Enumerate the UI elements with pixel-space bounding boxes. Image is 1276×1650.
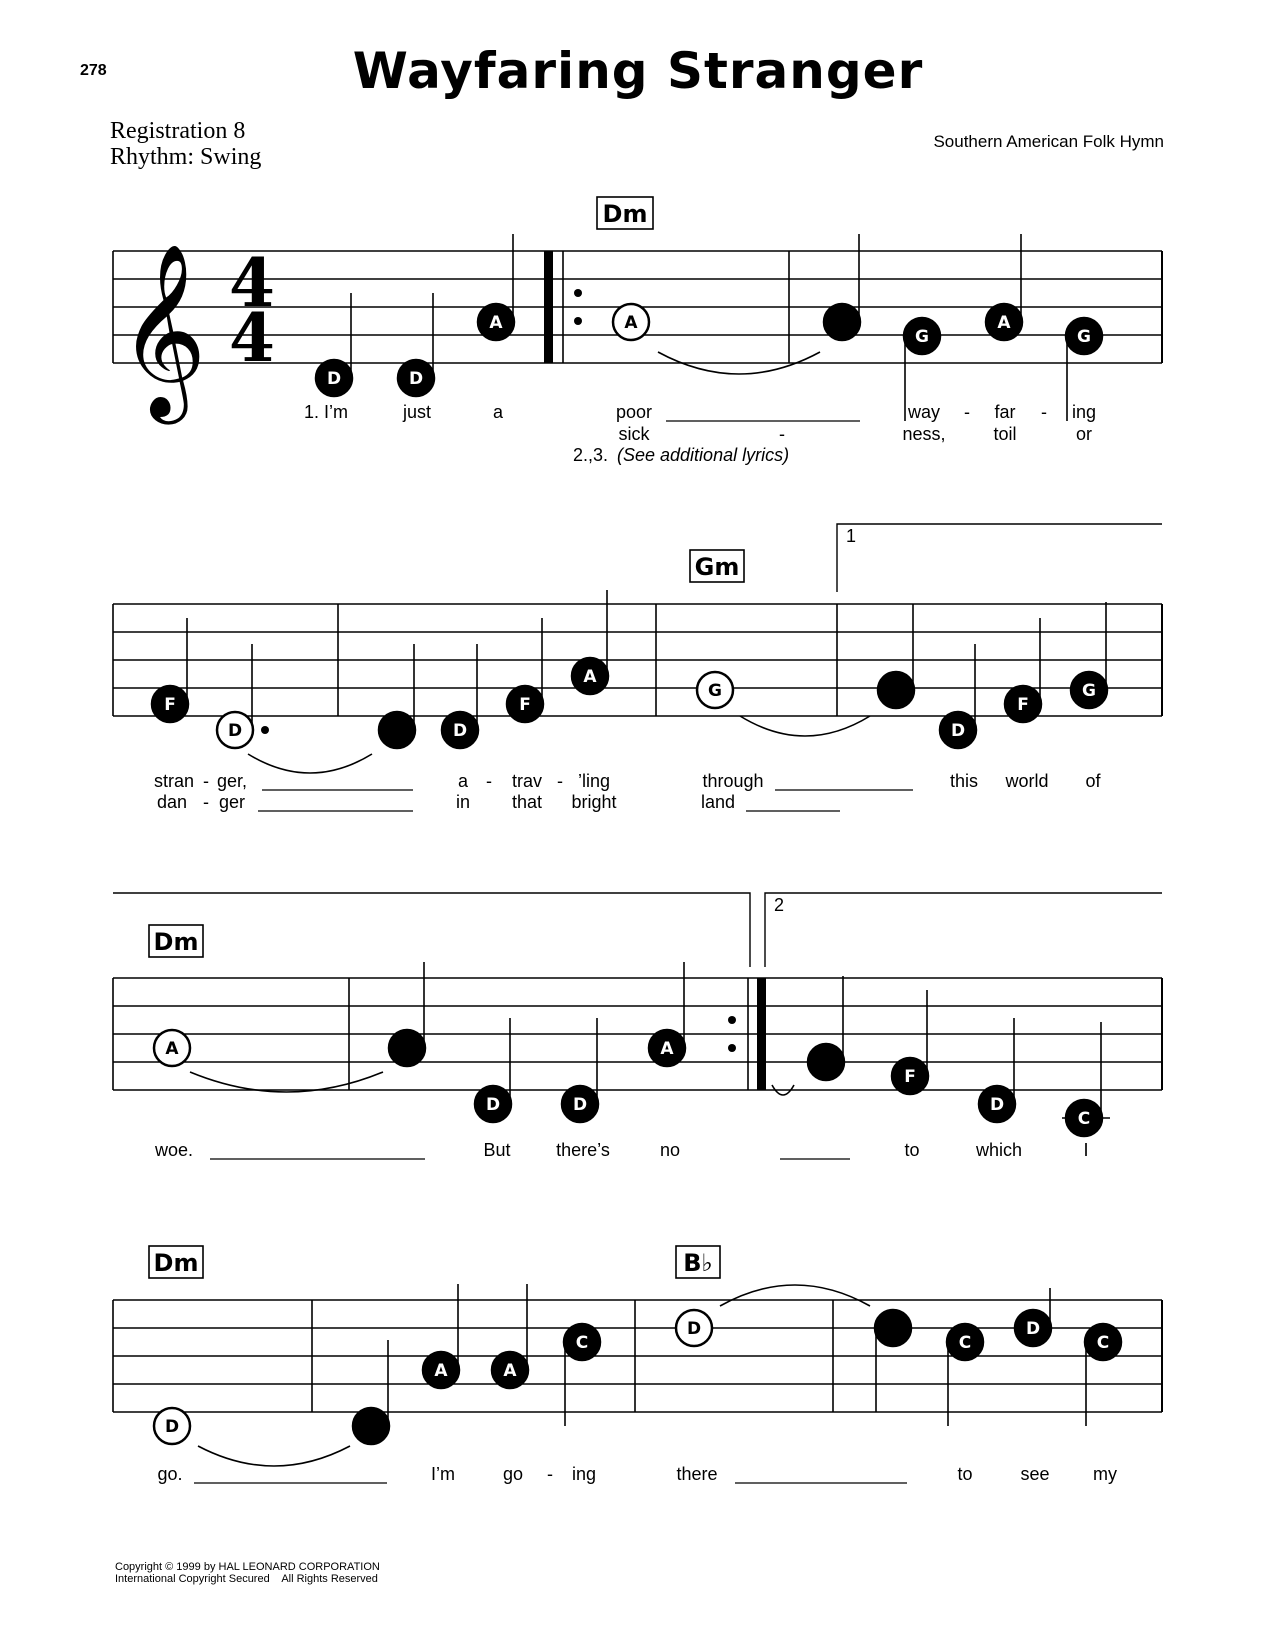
lyric-syllable: sick: [618, 424, 650, 444]
copyright-line-1: Copyright © 1999 by HAL LEONARD CORPORATION: [115, 1561, 380, 1573]
copyright-line-2: International Copyright Secured All Rights Reserved: [115, 1573, 378, 1585]
registration-label: Registration 8: [110, 118, 246, 144]
lyric-syllable: which: [975, 1140, 1023, 1160]
note-letter: F: [1017, 695, 1029, 715]
first-ending-bracket-continuation: [113, 893, 750, 967]
lyric-syllable: ’ling: [577, 771, 611, 791]
ending-number: 1: [846, 526, 857, 546]
lyric-syllable: I: [1083, 1140, 1089, 1160]
note-letter: D: [572, 1095, 588, 1115]
note-letter: A: [165, 1039, 179, 1059]
repeat-dot: [728, 1016, 736, 1024]
note-letter: A: [489, 313, 503, 333]
lyric-syllable: go.: [157, 1464, 183, 1484]
lyric-syllable: a: [492, 402, 504, 422]
note-letter: A: [997, 313, 1011, 333]
dot-augmentation: [261, 726, 269, 734]
lyric-syllable: -: [203, 792, 209, 812]
lyric-syllable: land: [700, 792, 736, 812]
lyric-syllable: bright: [571, 792, 617, 812]
note-letter: D: [989, 1095, 1005, 1115]
lyric-syllable: go: [502, 1464, 524, 1484]
chord-symbol: Dm: [602, 200, 648, 228]
lyric-syllable: toil: [993, 424, 1017, 444]
note-letter: D: [227, 721, 243, 741]
tie: [198, 1446, 350, 1466]
treble-clef-icon: 𝄞: [118, 243, 207, 417]
note-letter: D: [1025, 1319, 1041, 1339]
note-letter: G: [1077, 327, 1091, 347]
note-letter: A: [660, 1039, 674, 1059]
note-letter: D: [950, 721, 966, 741]
note-letter: F: [164, 695, 176, 715]
repeat-dot: [728, 1044, 736, 1052]
lyric-syllable: or: [1075, 424, 1093, 444]
notehead: [353, 1408, 389, 1444]
note-letter: A: [503, 1361, 517, 1381]
note-letter: A: [624, 313, 638, 333]
repeat-dot: [574, 317, 582, 325]
notehead: [379, 712, 415, 748]
lyric-syllable: -: [203, 771, 209, 791]
notehead: [878, 672, 914, 708]
song-title: Wayfaring Stranger: [352, 42, 924, 100]
time-signature-top: 4: [229, 244, 275, 322]
lyric-syllable: woe.: [154, 1140, 194, 1160]
lyric-syllable: -: [964, 402, 970, 422]
note-letter: F: [904, 1067, 916, 1087]
lyric-syllable: world: [1005, 771, 1049, 791]
staff-system-1: [113, 197, 1162, 465]
note-letter: A: [434, 1361, 448, 1381]
lyric-syllable: there’s: [556, 1140, 610, 1160]
lyric-syllable: my: [1093, 1464, 1117, 1484]
note-letter: G: [708, 681, 722, 701]
additional-lyrics-note: (See additional lyrics): [617, 445, 790, 465]
repeat-thick-bar: [544, 251, 553, 363]
note-letter: C: [575, 1333, 589, 1353]
note-letter: D: [164, 1417, 180, 1437]
staff-system-3: [113, 893, 1162, 1160]
lyric-syllable: just: [402, 402, 432, 422]
lyric-syllable: -: [486, 771, 492, 791]
note-letter: F: [519, 695, 531, 715]
notehead: [875, 1310, 911, 1346]
lyric-syllable: a: [457, 771, 469, 791]
lyric-syllable: ing: [571, 1464, 597, 1484]
lyric-syllable: there: [676, 1464, 718, 1484]
lyric-syllable: -: [779, 424, 785, 444]
lyric-syllable: trav: [511, 771, 543, 791]
lyric-syllable: through: [702, 771, 764, 791]
lyric-syllable: dan: [156, 792, 188, 812]
lyric-syllable: see: [1020, 1464, 1050, 1484]
lyric-syllable: far: [994, 402, 1016, 422]
lyric-syllable: -: [547, 1464, 553, 1484]
lyric-syllable: -: [557, 771, 563, 791]
lyric-syllable: to: [904, 1140, 920, 1160]
page-number: 278: [80, 62, 107, 79]
lyric-syllable: in: [455, 792, 471, 812]
lyric-syllable: I’m: [431, 1464, 455, 1484]
tie: [190, 1072, 383, 1092]
lyric-syllable: this: [949, 771, 979, 791]
note-letter: A: [583, 667, 597, 687]
notehead: [808, 1044, 844, 1080]
note-letter: C: [1077, 1109, 1091, 1129]
ending-number: 2: [774, 895, 785, 915]
chord-symbol: Dm: [153, 1249, 199, 1277]
lyric-syllable: -: [1041, 402, 1047, 422]
tie: [720, 1285, 870, 1306]
staff-system-4: [113, 1246, 1162, 1484]
note-letter: D: [686, 1319, 702, 1339]
rhythm-label: Rhythm: Swing: [110, 144, 262, 170]
note-letter: C: [958, 1333, 972, 1353]
lyric-syllable: to: [957, 1464, 973, 1484]
composer-credit: Southern American Folk Hymn: [933, 132, 1164, 151]
lyric-syllable: no: [659, 1140, 681, 1160]
lyric-syllable: 1. I’m: [303, 402, 349, 422]
lyric-syllable: stran: [153, 771, 195, 791]
chord-symbol: Gm: [694, 553, 740, 581]
note-letter: G: [1082, 681, 1096, 701]
lyric-syllable: ger,: [216, 771, 248, 791]
staff-system-2: [113, 524, 1162, 812]
note-letter: D: [326, 369, 342, 389]
tie: [740, 716, 870, 736]
notehead: [389, 1030, 425, 1066]
lyric-syllable: But: [483, 1140, 511, 1160]
repeat-dot: [574, 289, 582, 297]
verse-number: 2.,3.: [573, 445, 609, 465]
note-letter: D: [408, 369, 424, 389]
time-signature-bottom: 4: [229, 299, 275, 377]
lyric-syllable: ing: [1071, 402, 1097, 422]
lyric-syllable: poor: [615, 402, 653, 422]
lyric-syllable: of: [1085, 771, 1101, 791]
tie: [248, 754, 372, 773]
lyric-syllable: ger: [218, 792, 246, 812]
lyric-syllable: ness,: [902, 424, 946, 444]
first-ending-bracket: [837, 524, 1162, 592]
chord-symbol: B♭: [683, 1249, 713, 1277]
note-letter: D: [452, 721, 468, 741]
note-letter: D: [485, 1095, 501, 1115]
second-ending-bracket: [765, 893, 1162, 967]
note-letter: G: [915, 327, 929, 347]
lyric-syllable: way: [907, 402, 941, 422]
repeat-thick-bar: [757, 978, 766, 1090]
notehead: [824, 304, 860, 340]
chord-symbol: Dm: [153, 928, 199, 956]
lyric-syllable: that: [511, 792, 543, 812]
note-letter: C: [1096, 1333, 1110, 1353]
